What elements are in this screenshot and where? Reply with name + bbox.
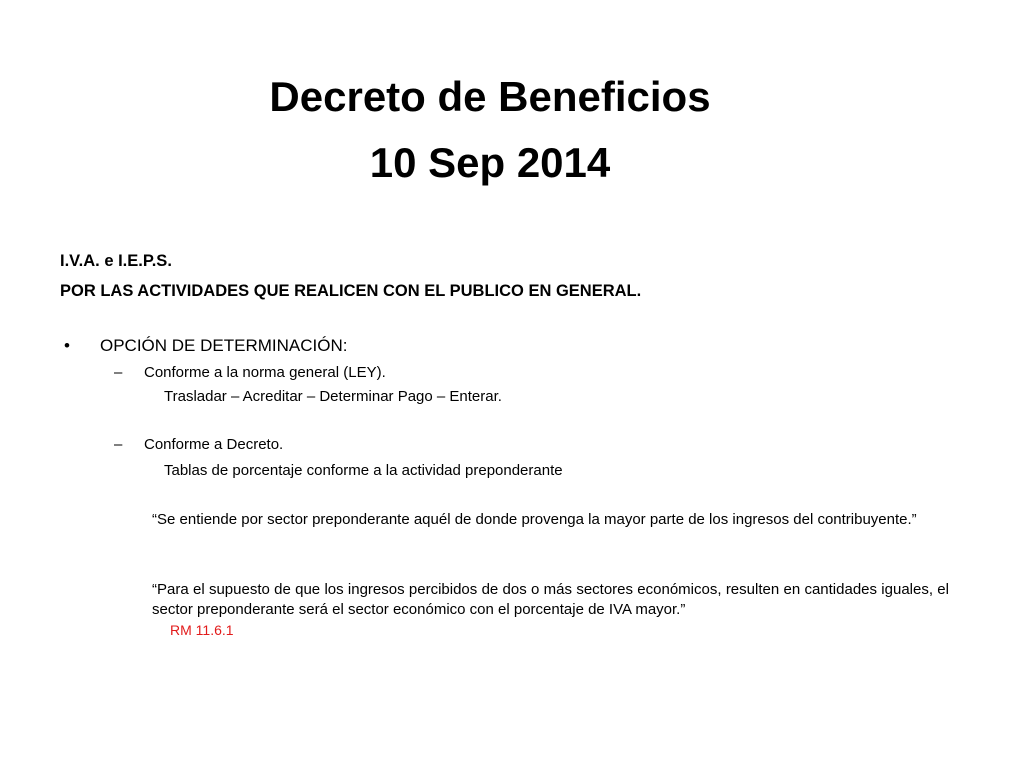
heading-activities: POR LAS ACTIVIDADES QUE REALICEN CON EL PUBLICO EN GENERAL. — [60, 282, 642, 300]
title-line-1: Decreto de Beneficios — [269, 73, 711, 120]
bullet-marker: • — [64, 336, 70, 355]
title-line-2: 10 Sep 2014 — [369, 139, 611, 186]
quote-equal-income: “Para el supuesto de que los ingresos percibidos de dos o más sectores económicos, resulten en cantidades iguales, el sector preponderante será el sector económico con el porcentaje de IVA mayor.” — [152, 581, 949, 618]
dash-marker-2: – — [114, 436, 123, 453]
dash-marker-1: – — [114, 364, 123, 381]
heading-taxes: I.V.A. e I.E.P.S. — [60, 252, 172, 270]
slide-title — [180, 64, 800, 196]
bullet-option-heading: OPCIÓN DE DETERMINACIÓN: — [100, 336, 348, 355]
option-decree: Conforme a Decreto. — [144, 436, 284, 453]
quote-preponderant-sector: “Se entiende por sector preponderante aquél de donde provenga la mayor parte de los ingresos del contribuyente.” — [152, 511, 917, 528]
option-law-detail: Trasladar – Acreditar – Determinar Pago – Enterar. — [164, 388, 502, 405]
option-decree-detail: Tablas de porcentaje conforme a la actividad preponderante — [164, 462, 563, 479]
option-law: Conforme a la norma general (LEY). — [144, 364, 386, 381]
reference-rm: RM 11.6.1 — [170, 622, 234, 638]
